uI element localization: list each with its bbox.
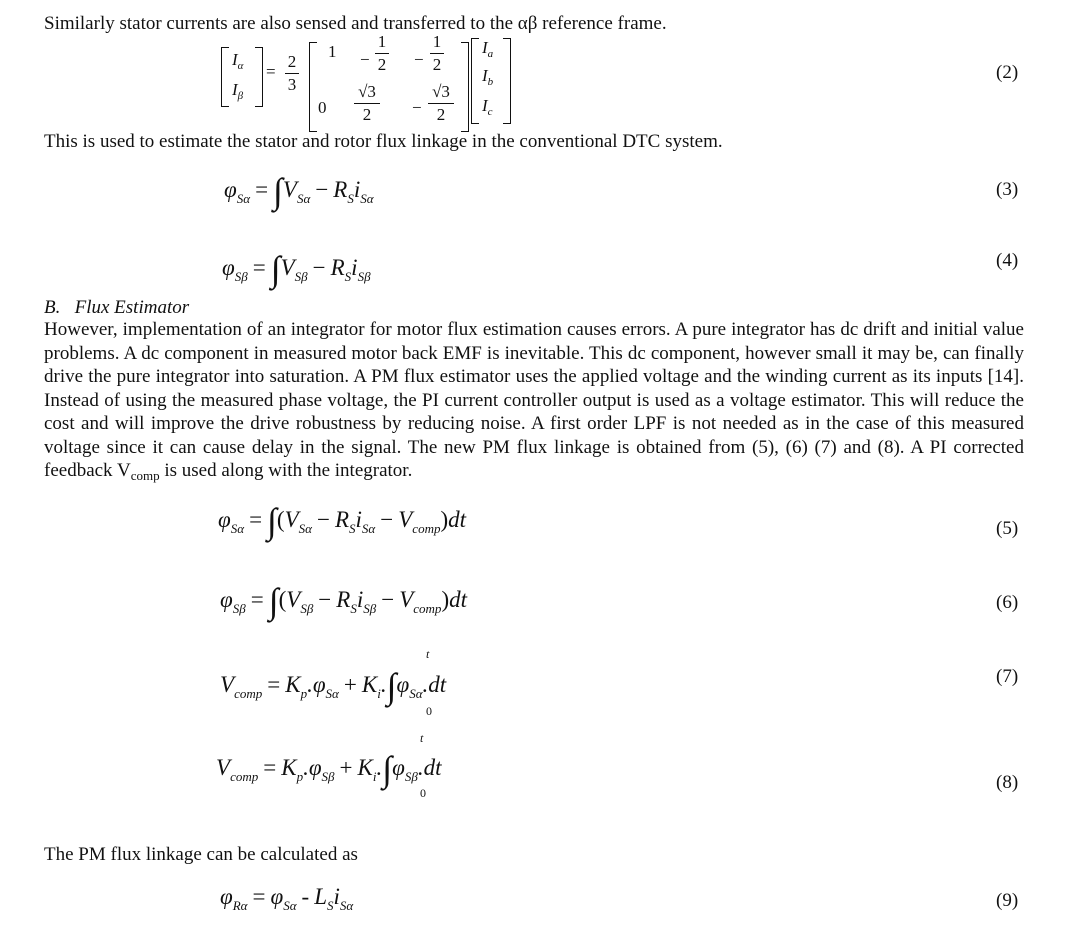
paragraph-main — [44, 318, 1024, 488]
equation-8: $V_{comp} = K_p.\varphi_{S\beta} + K_i.\int\varphi_{S\beta}.dt$ — [216, 749, 442, 789]
equation-9: $\varphi_{R\alpha} = \varphi_{S\alpha} - L_Si_{S\alpha}$ — [220, 884, 354, 913]
equation-number-5: (5) — [996, 518, 1019, 539]
paragraph-tail: is used along with the integrator. — [159, 460, 413, 481]
equation-7: $V_{comp} = K_p.\varphi_{S\alpha} + K_i.\int\varphi_{S\alpha}.dt$ — [220, 666, 447, 706]
equation-4: $\varphi_{S\beta} = \int V_{S\beta} - R_Si_{S\beta}$ — [222, 249, 371, 289]
equation-number-2: (2) — [996, 62, 1019, 83]
equation-6: $\varphi_{S\beta} = \int(V_{S\beta} - R_Si_{S\beta} - V_{comp})dt$ — [220, 581, 467, 621]
equation-number-7: (7) — [996, 666, 1019, 687]
paragraph-main-text: However, implementation of an integrator for motor flux estimation causes errors. A pure integrator has dc drift and initial value problems. A dc component in measured motor back EMF is inevitable. This dc component, however small it may be, can finally drive the pure integrator into saturation. A PM flux estimator uses the applied voltage and the winding current as its inputs [14]. Instead of using the measured phase voltage, the PI current controller output is used as a voltage estimator. This will reduce the cost and will improve the drive robustness by reducing noise. A first order LPF is not needed as in the case of this measured voltage since it can cause delay in the signal. The new PM flux linkage is obtained from (5), (6) (7) and (8). A PI corrected feedback V — [44, 319, 1024, 481]
equation-number-3: (3) — [996, 179, 1019, 200]
section-heading — [44, 296, 189, 320]
equation-3: $\varphi_{S\alpha} = \int V_{S\alpha} - R_Si_{S\alpha}$ — [224, 171, 374, 211]
equation-number-4: (4) — [996, 250, 1019, 271]
pm-sentence: The PM flux linkage can be calculated as — [44, 844, 358, 865]
equation-5: $\varphi_{S\alpha} = \int(V_{S\alpha} - R_Si_{S\alpha} - V_{comp})dt$ — [218, 501, 467, 541]
flux-sentence: This is used to estimate the stator and rotor flux linkage in the conventional DTC system. — [44, 131, 723, 152]
section-label: B. — [44, 297, 61, 318]
equation-number-6: (6) — [996, 592, 1019, 613]
equation-number-8: (8) — [996, 772, 1019, 793]
intro-sentence: Similarly stator currents are also sensed and transferred to the αβ reference frame. — [44, 13, 667, 34]
equation-number-9: (9) — [996, 890, 1019, 911]
paragraph-subscript: comp — [130, 468, 160, 483]
section-title: Flux Estimator — [74, 297, 190, 318]
